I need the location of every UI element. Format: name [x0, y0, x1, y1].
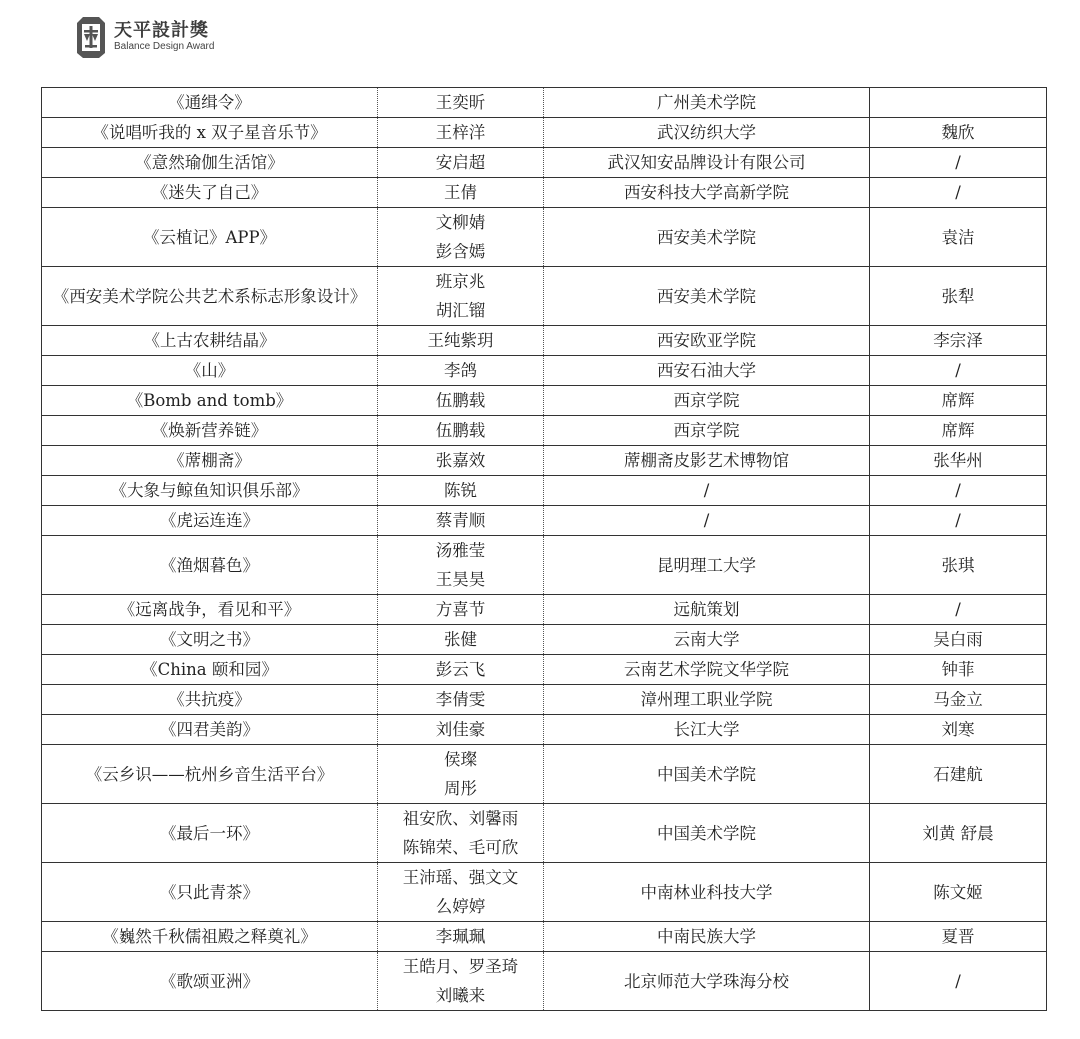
- school-cell: 西安欧亚学院: [544, 326, 870, 356]
- work-title-cell: 《蓆棚斋》: [42, 446, 378, 476]
- work-title-cell: 《上古农耕结晶》: [42, 326, 378, 356]
- work-title-cell: 《山》: [42, 356, 378, 386]
- table-row: [42, 178, 1047, 208]
- table-row: [42, 416, 1047, 446]
- school-cell: 漳州理工职业学院: [544, 685, 870, 715]
- author-name: 王皓月、罗圣琦: [402, 957, 519, 976]
- advisor-cell: 刘黄 舒晨: [870, 804, 1047, 863]
- work-title-cell: 《迷失了自己》: [42, 178, 378, 208]
- authors-cell: [378, 208, 544, 267]
- table-row: [42, 804, 1047, 863]
- advisor-cell: 钟菲: [870, 655, 1047, 685]
- table-row: [42, 326, 1047, 356]
- work-title-cell: 《西安美术学院公共艺术系标志形象设计》: [42, 267, 378, 326]
- advisor-cell: 张琪: [870, 536, 1047, 595]
- school-cell: 中南民族大学: [544, 922, 870, 952]
- table-row: [42, 267, 1047, 326]
- award-winners-table: [41, 87, 1047, 1011]
- author-name: 李倩雯: [435, 690, 486, 709]
- authors-cell: [378, 685, 544, 715]
- author-name: 胡汇镏: [435, 301, 486, 320]
- work-title-cell: 《通缉令》: [42, 88, 378, 118]
- school-cell: /: [544, 476, 870, 506]
- authors-cell: [378, 178, 544, 208]
- work-title-cell: 《歌颂亚洲》: [42, 952, 378, 1011]
- school-cell: 西安美术学院: [544, 208, 870, 267]
- table-row: [42, 863, 1047, 922]
- table-row: [42, 685, 1047, 715]
- advisor-cell: 吴白雨: [870, 625, 1047, 655]
- work-title-cell: 《云乡识——杭州乡音生活平台》: [42, 745, 378, 804]
- work-title-cell: 《最后一环》: [42, 804, 378, 863]
- authors-cell: [378, 88, 544, 118]
- work-title-cell: 《四君美韵》: [42, 715, 378, 745]
- advisor-cell: 陈文姬: [870, 863, 1047, 922]
- school-cell: 蓆棚斋皮影艺术博物馆: [544, 446, 870, 476]
- authors-cell: [378, 416, 544, 446]
- author-name: 王奕昕: [435, 93, 486, 112]
- advisor-cell: 夏晋: [870, 922, 1047, 952]
- table-row: [42, 952, 1047, 1011]
- author-name: 么婷婷: [435, 897, 486, 916]
- authors-cell: [378, 326, 544, 356]
- table-row: [42, 745, 1047, 804]
- work-title-cell: 《说唱听我的 x 双子星音乐节》: [42, 118, 378, 148]
- author-name: 张健: [444, 630, 477, 649]
- school-cell: 远航策划: [544, 595, 870, 625]
- school-cell: 武汉纺织大学: [544, 118, 870, 148]
- authors-cell: [378, 148, 544, 178]
- author-name: 祖安欣、刘馨雨: [402, 809, 519, 828]
- author-name: 方喜节: [435, 600, 486, 619]
- table-row: [42, 476, 1047, 506]
- author-name: 陈锦荣、毛可欣: [402, 838, 519, 857]
- table-row: [42, 148, 1047, 178]
- authors-cell: [378, 267, 544, 326]
- table-row: [42, 625, 1047, 655]
- work-title-cell: 《共抗疫》: [42, 685, 378, 715]
- author-name: 王梓洋: [435, 123, 486, 142]
- author-name: 陈锐: [444, 481, 477, 500]
- brand-logo: [74, 13, 214, 61]
- work-title-cell: 《Bomb and tomb》: [42, 386, 378, 416]
- table-row: [42, 506, 1047, 536]
- authors-cell: [378, 745, 544, 804]
- authors-cell: [378, 118, 544, 148]
- work-title-cell: 《大象与鲸鱼知识俱乐部》: [42, 476, 378, 506]
- advisor-cell: 席辉: [870, 386, 1047, 416]
- author-name: 王倩: [444, 183, 477, 202]
- advisor-cell: 刘寒: [870, 715, 1047, 745]
- school-cell: 西安石油大学: [544, 356, 870, 386]
- author-name: 安启超: [435, 153, 486, 172]
- school-cell: 中南林业科技大学: [544, 863, 870, 922]
- school-cell: 武汉知安品牌设计有限公司: [544, 148, 870, 178]
- advisor-cell: 袁洁: [870, 208, 1047, 267]
- authors-cell: [378, 536, 544, 595]
- advisor-cell: 张华州: [870, 446, 1047, 476]
- author-name: 蔡青顺: [435, 511, 486, 530]
- work-title-cell: 《虎运连连》: [42, 506, 378, 536]
- work-title-cell: 《云植记》APP》: [42, 208, 378, 267]
- advisor-cell: 魏欣: [870, 118, 1047, 148]
- advisor-cell: /: [870, 595, 1047, 625]
- author-name: 王昊昊: [435, 570, 486, 589]
- advisor-cell: /: [870, 476, 1047, 506]
- brand-name-chinese: 天平設計獎: [114, 20, 209, 41]
- authors-cell: [378, 715, 544, 745]
- author-name: 彭云飞: [435, 660, 486, 679]
- school-cell: 长江大学: [544, 715, 870, 745]
- author-name: 文柳婧: [435, 213, 486, 232]
- school-cell: 中国美术学院: [544, 745, 870, 804]
- author-name: 李鸽: [444, 361, 477, 380]
- school-cell: 西京学院: [544, 386, 870, 416]
- authors-cell: [378, 863, 544, 922]
- table-row: [42, 715, 1047, 745]
- advisor-cell: [870, 88, 1047, 118]
- school-cell: 云南艺术学院文华学院: [544, 655, 870, 685]
- table-row: [42, 536, 1047, 595]
- advisor-cell: 席辉: [870, 416, 1047, 446]
- authors-cell: [378, 476, 544, 506]
- advisor-cell: 李宗泽: [870, 326, 1047, 356]
- award-winners-table-body: [42, 88, 1047, 1011]
- advisor-cell: /: [870, 506, 1047, 536]
- school-cell: /: [544, 506, 870, 536]
- balance-award-emblem-icon: [74, 15, 108, 59]
- school-cell: 西安美术学院: [544, 267, 870, 326]
- author-name: 王沛瑶、强文文: [402, 868, 519, 887]
- school-cell: 广州美术学院: [544, 88, 870, 118]
- work-title-cell: 《文明之书》: [42, 625, 378, 655]
- school-cell: 昆明理工大学: [544, 536, 870, 595]
- table-row: [42, 595, 1047, 625]
- table-row: [42, 922, 1047, 952]
- author-name: 汤雅莹: [435, 541, 486, 560]
- advisor-cell: 石建航: [870, 745, 1047, 804]
- authors-cell: [378, 386, 544, 416]
- school-cell: 北京师范大学珠海分校: [544, 952, 870, 1011]
- work-title-cell: 《China 颐和园》: [42, 655, 378, 685]
- author-name: 张嘉效: [435, 451, 486, 470]
- authors-cell: [378, 506, 544, 536]
- authors-cell: [378, 595, 544, 625]
- table-row: [42, 446, 1047, 476]
- table-row: [42, 118, 1047, 148]
- brand-text: [114, 21, 214, 53]
- work-title-cell: 《焕新营养链》: [42, 416, 378, 446]
- author-name: 伍鹏载: [435, 391, 486, 410]
- school-cell: 中国美术学院: [544, 804, 870, 863]
- school-cell: 云南大学: [544, 625, 870, 655]
- authors-cell: [378, 922, 544, 952]
- advisor-cell: /: [870, 178, 1047, 208]
- author-name: 王纯紫玥: [427, 331, 494, 350]
- advisor-cell: 张犁: [870, 267, 1047, 326]
- table-row: [42, 208, 1047, 267]
- authors-cell: [378, 356, 544, 386]
- school-cell: 西安科技大学高新学院: [544, 178, 870, 208]
- brand-name-english: Balance Design Award: [114, 41, 215, 52]
- author-name: 刘佳豪: [435, 720, 486, 739]
- school-cell: 西京学院: [544, 416, 870, 446]
- authors-cell: [378, 446, 544, 476]
- advisor-cell: /: [870, 356, 1047, 386]
- author-name: 彭含嫣: [435, 242, 486, 261]
- authors-cell: [378, 655, 544, 685]
- table-row: [42, 386, 1047, 416]
- author-name: 班京兆: [435, 272, 486, 291]
- advisor-cell: /: [870, 148, 1047, 178]
- work-title-cell: 《只此青茶》: [42, 863, 378, 922]
- work-title-cell: 《渔烟暮色》: [42, 536, 378, 595]
- advisor-cell: 马金立: [870, 685, 1047, 715]
- authors-cell: [378, 625, 544, 655]
- author-name: 伍鹏载: [435, 421, 486, 440]
- advisor-cell: /: [870, 952, 1047, 1011]
- table-row: [42, 356, 1047, 386]
- work-title-cell: 《意然瑜伽生活馆》: [42, 148, 378, 178]
- authors-cell: [378, 804, 544, 863]
- author-name: 刘曦来: [435, 986, 486, 1005]
- author-name: 周彤: [444, 779, 477, 798]
- table-row: [42, 88, 1047, 118]
- authors-cell: [378, 952, 544, 1011]
- work-title-cell: 《巍然千秋儒祖殿之释奠礼》: [42, 922, 378, 952]
- author-name: 侯璨: [444, 750, 477, 769]
- author-name: 李珮珮: [435, 927, 486, 946]
- table-row: [42, 655, 1047, 685]
- work-title-cell: 《远离战争，看见和平》: [42, 595, 378, 625]
